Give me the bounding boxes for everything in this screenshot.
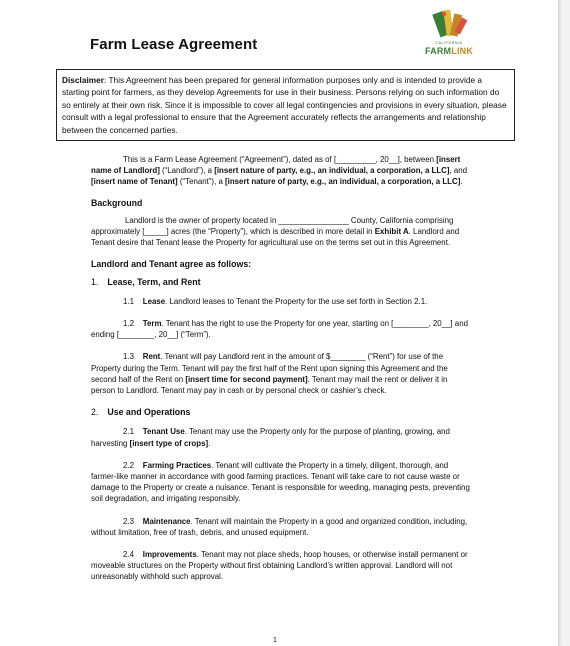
- section-item: 1.2 Term. Tenant has the right to use the Property for one year, starting on [________, 20__] and ending [________, 20__] (“Term”).: [91, 319, 468, 340]
- background-paragraph: Landlord is the owner of property located in ________________ County, California comprising approximately [_____] acres (the “Property”), which is described in more detail in Exhibit A. Landlord and Tenant desire that Tenant lease the Property for agricultural use on the terms set out in this Agreement.: [91, 215, 460, 248]
- disclaimer-text: : This Agreement has been prepared for general information purposes only and is intended to provide a starting point for farmers, as they develop Agreements for use in their business. Persons relying on such information do so entirely at their own risk. Since it is impossible to cover all legal contingencies and provisions in every situation, please consult with a legal professional to ensure that the Agreement accurately reflects the arrangements and relationship between the concerned parties.: [62, 75, 507, 135]
- section-heading: 2. Use and Operations: [91, 407, 191, 418]
- document-title: Farm Lease Agreement: [90, 36, 258, 53]
- farmlink-logo: [420, 8, 478, 60]
- logo-small-text: CALIFORNIA: [435, 41, 463, 45]
- disclaimer-box: [56, 69, 515, 141]
- intro-paragraph: This is a Farm Lease Agreement (“Agreement”), dated as of [_________, 20__], between [insert name of Landlord] (“Landlord”), a [insert nature of party, e.g., an individual, a corporation, a LLC], and [insert name of Tenant] (“Tenant”), a [insert nature of party, e.g., an individual, a corporation, a LLC].: [91, 155, 468, 187]
- section-heading: 1. Lease, Term, and Rent: [91, 276, 201, 287]
- section-item: 1.3 Rent. Tenant will pay Landlord rent in the amount of $________ (“Rent”) for use of the Property during the Term. Tenant will pay the first half of the Rent upon signing this Agreement and the second half of the Rent on [insert time for second payment]. Tenant may mail the rent or deliver it in person to Landlord. Tenant may pay in cash or by personal check or cashier’s check.: [91, 352, 448, 396]
- section-item: 2.3 Maintenance. Tenant will maintain the Property in a good and organized condition, including, without limitation, free of trash, debris, and unused equipment.: [91, 516, 468, 537]
- background-heading: Background: [91, 197, 143, 208]
- agree-heading: Landlord and Tenant agree as follows:: [91, 259, 252, 270]
- section-item: 2.1 Tenant Use. Tenant may use the Property only for the purpose of planting, growing, and harvesting [insert type of crops].: [91, 427, 450, 448]
- disclaimer-label: Disclaimer: [62, 75, 104, 85]
- page-number: 1: [273, 637, 277, 644]
- agreement-body: [91, 154, 471, 594]
- section-item: 1.1 Lease. Landlord leases to Tenant the Property for the use set forth in Section 2.1.: [123, 296, 428, 306]
- section-item: 2.2 Farming Practices. Tenant will cultivate the Property in a timely, diligent, thorough, and farmer-like manner in accordance with good farming practices. Tenant will take care to not cause waste or damage to the Property or create a nuisance. Tenant is responsible for weeding, managing pests, preventing soil degradation, and irrigating responsibly.: [91, 460, 470, 504]
- logo-brand-text: FARMLINK: [424, 46, 474, 56]
- farmlink-logo-icon: [430, 8, 468, 40]
- section-item: 2.4 Improvements. Tenant may not place sheds, hoop houses, or otherwise install permanent or moveable structures on the Property without first obtaining Landlord’s written approval. Landlord will not unreasonably withhold such approval.: [91, 550, 468, 582]
